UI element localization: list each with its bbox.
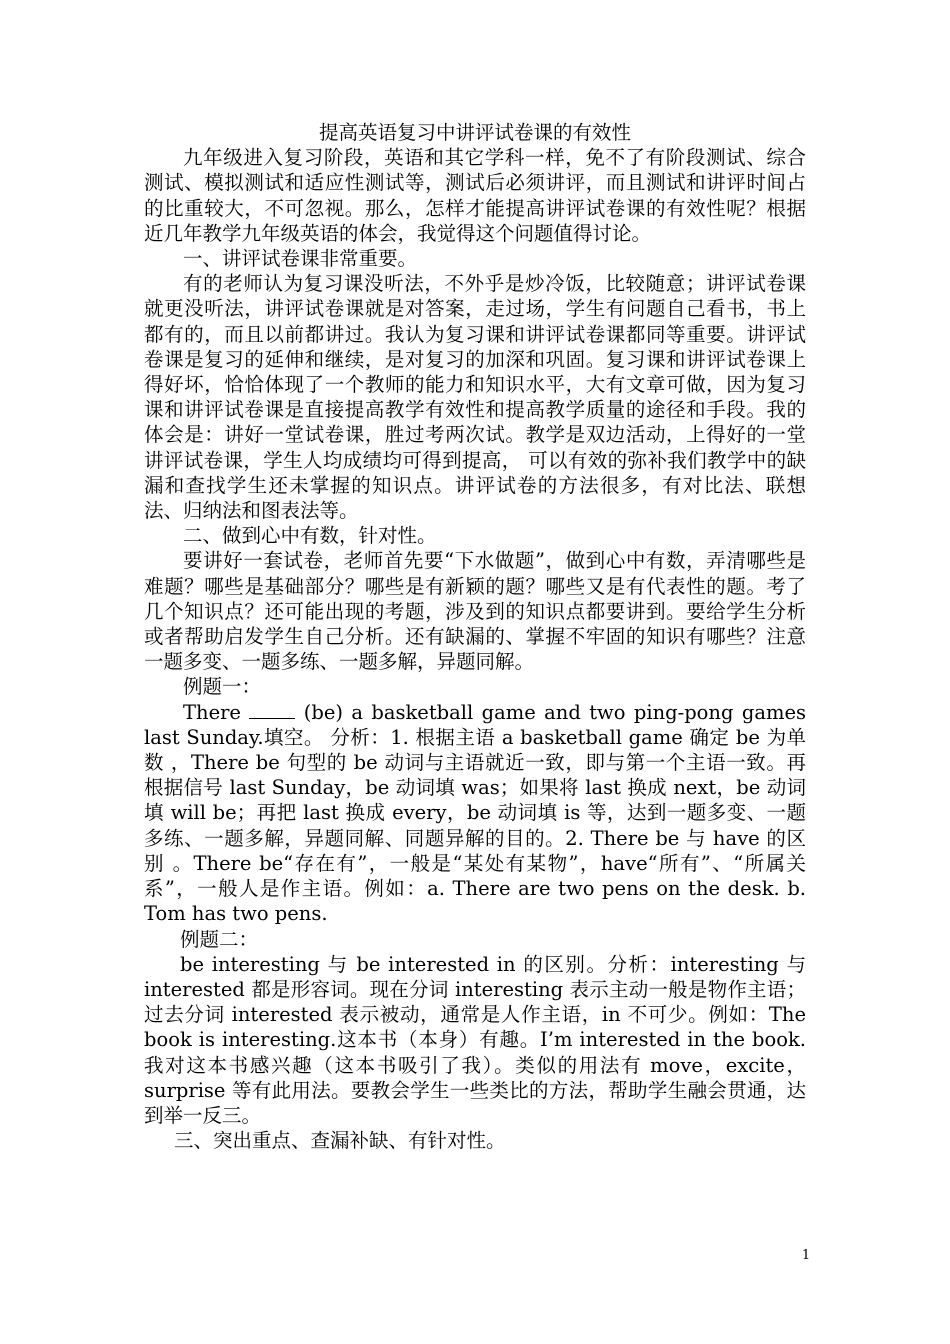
section-heading-1: 一、讲评试卷课非常重要。 xyxy=(183,247,418,271)
document-title: 提高英语复习中讲评试卷课的有效性 xyxy=(318,121,631,144)
example-2-text: be interesting 与 be interested in 的区别。分析：interesting 与 interested 都是形容词。现在分词 interesting 表示主动一般是物作主语；过去分词 interested 表示被动，通常是人作主语，in 不可少。例如：The book is interesting.这本书（本身）有趣。I’m interested in the book.我对这本书感兴趣（这本书吸引了我）。类似的用法有 move，excite，surprise 等有此用法。要教会学生一些类比的方法，帮助学生融会贯通，达到举一反三。 xyxy=(144,952,806,1127)
example-2-label: 例题二： xyxy=(180,927,259,951)
paragraph-section-1: 有的老师认为复习课没听法，不外乎是炒冷饭，比较随意；讲评试卷课就更没听法，讲评试卷课就是对答案，走过场，学生有问题自己看书，书上都有的，而且以前都讲过。我认为复习课和讲评试卷课都同等重要。讲评试卷课是复习的延伸和继续，是对复习的加深和巩固。复习课和讲评试卷课上得好坏，恰恰体现了一个教师的能力和知识水平，大有文章可做，因为复习课和讲评试卷课是直接提高教学有效性和提高教学质量的途径和手段。我的体会是：讲好一堂试卷课，胜过考两次试。教学是双边活动，上得好的一堂讲评试卷课，学生人均成绩均可得到提高， 可以有效的弥补我们教学中的缺漏和查找学生还未掌握的知识点。讲评试卷的方法很多，有对比法、联想法、归纳法和图表法等。 xyxy=(144,272,806,523)
paragraph-section-2: 要讲好一套试卷，老师首先要“下水做题”，做到心中有数，弄清哪些是难题？哪些是基础部分？哪些是有新颖的题？哪些又是有代表性的题。考了几个知识点？还可能出现的考题，涉及到的知识点都要讲到。要给学生分析或者帮助启发学生自己分析。还有缺漏的、掌握不牢固的知识有哪些？注意一题多变、一题多练、一题多解，异题同解。 xyxy=(144,549,806,674)
fill-in-blank xyxy=(249,702,295,719)
page-number: 1 xyxy=(801,1248,811,1263)
paragraph-intro: 九年级进入复习阶段，英语和其它学科一样，免不了有阶段测试、综合测试、模拟测试和适应性测试等，测试后必须讲评，而且测试和讲评时间占的比重较大，不可忽视。那么，怎样才能提高讲评试卷课的有效性呢？根据近几年教学九年级英语的体会，我觉得这个问题值得讨论。 xyxy=(144,146,806,245)
example-1-lead: There xyxy=(183,700,250,724)
section-heading-2: 二、做到心中有数，针对性。 xyxy=(183,524,437,548)
example-1-label: 例题一： xyxy=(183,675,262,699)
example-1-text xyxy=(144,700,806,927)
example-1-body: (be) a basketball game and two ping-pong games last Sunday.填空。 分析：1. 根据主语 a basketball game 确定 be 为单数 ，There be 句型的 be 动词与主语就近一致，即与第一个主语一致。再根据信号 last Sunday，be 动词填 was；如果将 last 换成 next，be 动词填 will be；再把 last 换成 every，be 动词填 is 等，达到一题多变、一题多练、一题多解，异题同解、同题异解的目的。2. There be 与 have 的区别 。There be“存在有”，一般是“某处有某物”，have“所有”、“所属关系”，一般人是作主语。例如：a. There are two pens on the desk. b. Tom has two pens. xyxy=(144,700,806,926)
section-heading-3: 三、突出重点、查漏补缺、有针对性。 xyxy=(174,1129,506,1153)
document-body xyxy=(144,120,806,1153)
